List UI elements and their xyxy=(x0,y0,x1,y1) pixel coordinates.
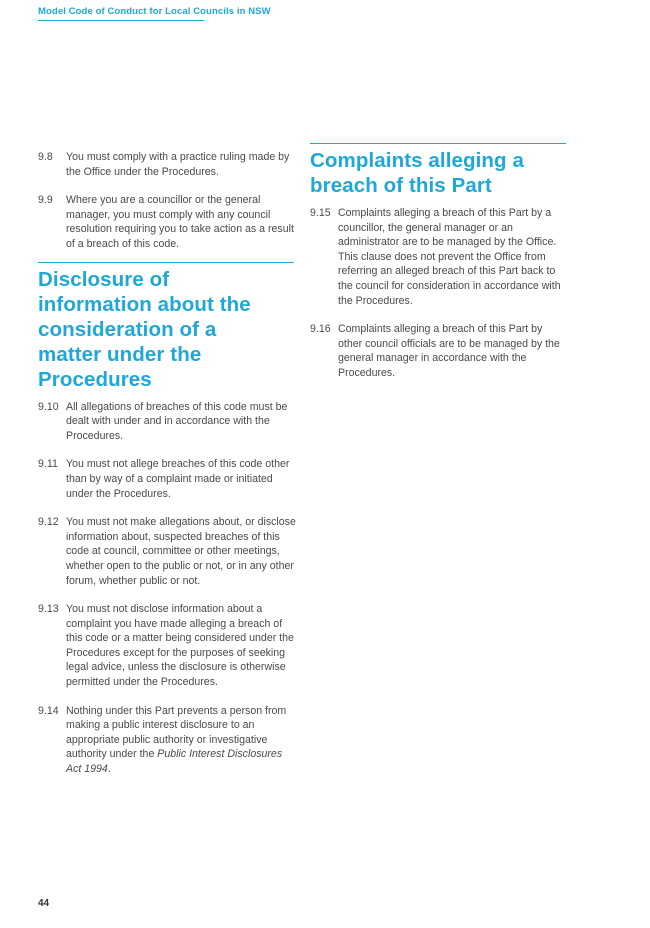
running-header: Model Code of Conduct for Local Councils in NSW xyxy=(38,6,271,17)
clause-text: You must comply with a practice ruling made by the Office under the Procedures. xyxy=(66,151,290,178)
clause-text-main: Nothing under this Part prevents a person from making a public interest disclosure to an appropriate public authority or investigative authority under the xyxy=(66,704,287,761)
clause-9-15 xyxy=(310,206,568,308)
clause-number: 9.11 xyxy=(38,458,58,471)
clause-text xyxy=(66,704,296,777)
clause-9-14 xyxy=(38,704,296,777)
right-column xyxy=(310,143,568,395)
clause-9-11 xyxy=(38,457,296,501)
clause-text: Where you are a councillor or the general manager, you must comply with any council resolution requiring you to take action as a result of a breach of this code. xyxy=(66,194,294,250)
section-rule xyxy=(38,262,294,263)
section-title-disclosure: Disclosure of information about the consideration of a matter under the Procedures xyxy=(38,267,251,391)
act-citation: Public Interest Disclosures Act 1994 xyxy=(66,748,283,776)
clause-text: You must not allege breaches of this code other than by way of a complaint made or initiated under the Procedures. xyxy=(66,458,290,500)
clause-9-12 xyxy=(38,515,296,588)
section-title-complaints: Complaints alleging a breach of this Part xyxy=(310,149,524,197)
clause-9-13 xyxy=(38,602,296,690)
page-number: 44 xyxy=(38,898,50,909)
clause-number: 9.10 xyxy=(38,400,59,413)
clause-text: You must not disclose information about a complaint you have made alleging a breach of this code or a matter being considered under the Procedures except for the purposes of seeking legal advice, unless the disclosure is otherwise permitted under the Procedures. xyxy=(66,603,294,689)
clause-9-8 xyxy=(38,150,296,179)
clause-number: 9.9 xyxy=(38,194,53,207)
clause-9-16 xyxy=(310,322,568,380)
header-rule xyxy=(38,20,204,21)
left-column xyxy=(38,150,296,791)
clause-text: Complaints alleging a breach of this Part by other council officials are to be managed by the general manager in accordance with the Procedures. xyxy=(338,323,560,379)
clause-number: 9.16 xyxy=(310,323,331,336)
clause-number: 9.15 xyxy=(310,207,331,219)
clause-number: 9.13 xyxy=(38,603,59,616)
clause-text: You must not make allegations about, or disclose information about, suspected breaches of this code at council, committee or other meetings, whether open to the public or not, or in any other forum, whether public or not. xyxy=(66,516,296,587)
clause-text: Complaints alleging a breach of this Part by a councillor, the general manager or an administrator are to be managed by the Office. This clause does not prevent the Office from referring an alleged breach of this Part back to the council for consideration in accordance with the Procedures. xyxy=(338,207,561,307)
clause-text-end: . xyxy=(107,763,111,776)
clause-number: 9.14 xyxy=(38,704,59,717)
clause-number: 9.12 xyxy=(38,516,59,529)
clause-9-10 xyxy=(38,400,296,444)
clause-9-9 xyxy=(38,193,296,251)
clause-number: 9.8 xyxy=(38,151,53,163)
section-rule xyxy=(310,143,566,144)
clause-text: All allegations of breaches of this code must be dealt with under and in accordance with the Procedures. xyxy=(66,400,288,442)
